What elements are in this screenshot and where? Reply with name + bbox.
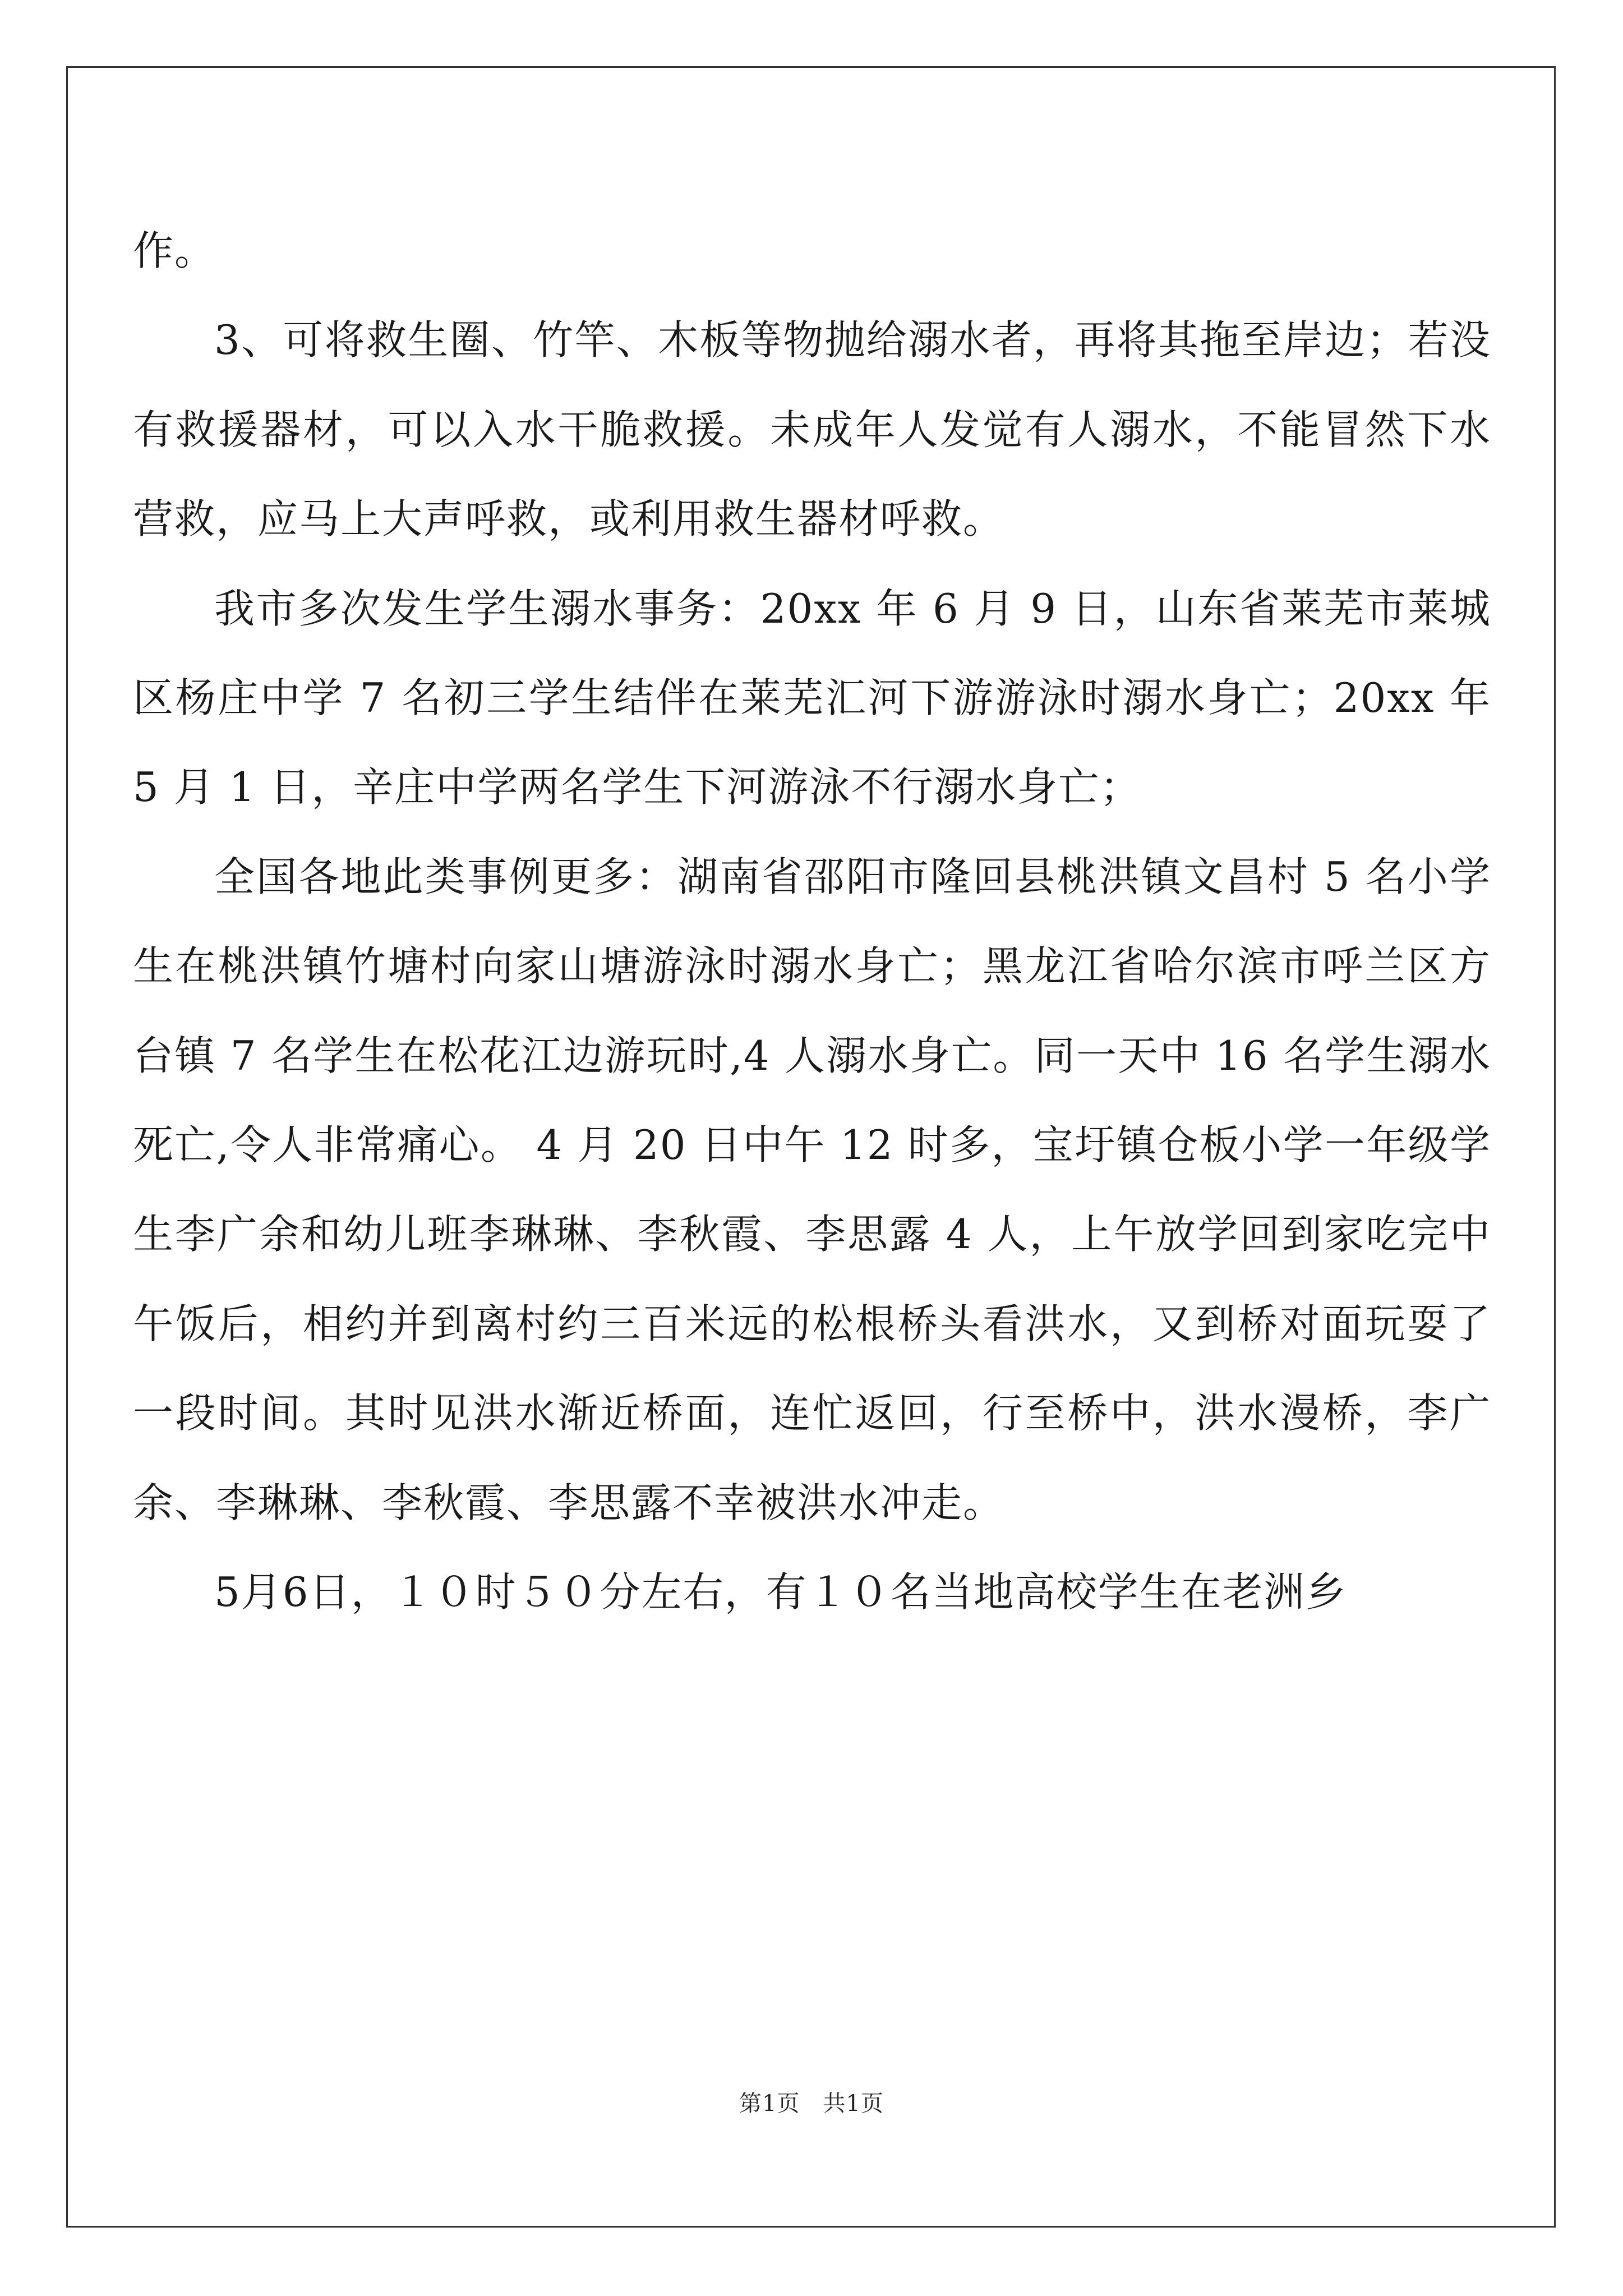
paragraph: 5月6日，１０时５０分左右，有１０名当地高校学生在老洲乡 (214, 1568, 1347, 1616)
paragraph: 全国各地此类事例更多：湖南省邵阳市隆回县桃洪镇文昌村 5 名小学生在桃洪镇竹塘村向家山塘游泳时溺水身亡；黑龙江省哈尔滨市呼兰区方台镇 7 名学生在松花江边游玩时,4 人溺水身亡。同一天中 16 名学生溺水死亡,令人非常痛心。 4 月 20 日中午 12 时多，宝圩镇仓板小学一年级学生李广余和幼儿班李琳琳、李秋霞、李思露 4 人，上午放学回到家吃完中午饭后，相约并到离村约三百米远的松根桥头看洪水，又到桥对面玩耍了一段时间。其时见洪水渐近桥面，连忙返回，行至桥中，洪水漫桥，李广余、李琳琳、李秋霞、李思露不幸被洪水冲走。 (133, 853, 1491, 1526)
page-number-footer: 第1页 共1页 (739, 2091, 884, 2116)
paragraph: 我市多次发生学生溺水事务：20xx 年 6 月 9 日，山东省莱芜市莱城区杨庄中学 7 名初三学生结伴在莱芜汇河下游游泳时溺水身亡；20xx 年 5 月 1 日，辛庄中学两名学生下河游泳不行溺水身亡； (133, 585, 1491, 811)
document-body (133, 206, 1491, 1637)
paragraph: 作。 (133, 227, 216, 274)
paragraph: 3、可将救生圈、竹竿、木板等物抛给溺水者，再将其拖至岸边；若没有救援器材，可以入水干脆救援。未成年人发觉有人溺水，不能冒然下水营救，应马上大声呼救，或利用救生器材呼救。 (133, 316, 1491, 543)
